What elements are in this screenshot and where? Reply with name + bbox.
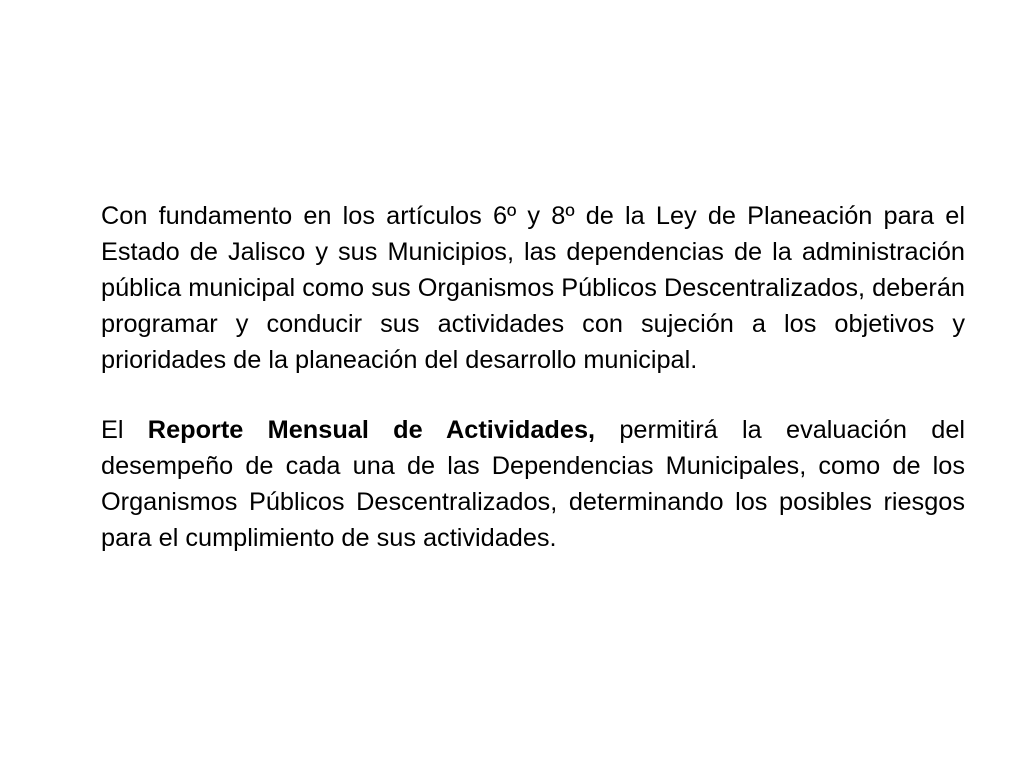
body-text (101, 198, 965, 556)
paragraph-legal-basis: Con fundamento en los artículos 6º y 8º de la Ley de Planeación para el Estado de Jalisco y sus Municipios, las dependencias de la administración pública municipal como sus Organismos Públicos Descentralizados, deberán programar y conducir sus actividades con sujeción a los objetivos y prioridades de la planeación del desarrollo municipal. (101, 202, 965, 374)
paragraph-rest: permitirá la evaluación del desempeño de cada una de las Dependencias Municipales, como de los Organismos Públicos Descentralizados, determinando los posibles riesgos para el cumplimiento de sus actividades. (101, 416, 966, 552)
report-title-bold: Reporte Mensual de Actividades, (147, 416, 596, 444)
paragraph-report-purpose (101, 412, 965, 556)
paragraph-lead: El (101, 416, 124, 444)
